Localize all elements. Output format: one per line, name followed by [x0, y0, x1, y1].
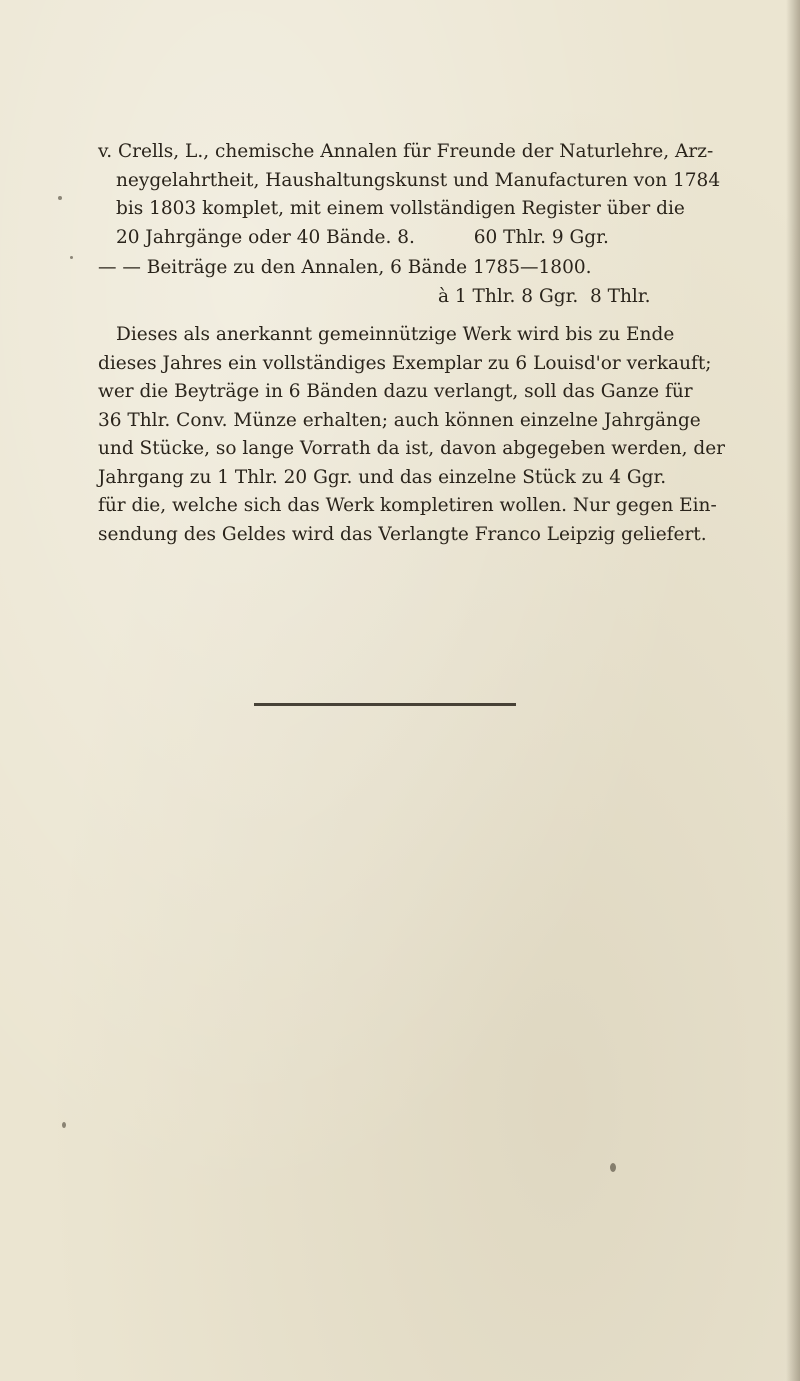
entry-line: 20 Jahrgänge oder 40 Bände. 8. 60 Thlr. 9 Ggr. [116, 226, 609, 248]
entry-line: bis 1803 komplet, mit einem vollständigen Register über die [116, 198, 685, 219]
paragraph-line: und Stücke, so lange Vorrath da ist, davon abgegeben werden, der [98, 438, 726, 459]
catalog-entry-beitraege [98, 254, 766, 311]
entry-line: — — Beiträge zu den Annalen, 6 Bände 1785—1800. [98, 257, 592, 278]
closing-rule [254, 703, 516, 706]
entry-line: neygelahrtheit, Haushaltungskunst und Manufacturen von 1784 [116, 169, 721, 191]
catalog-entry-crell-annalen [98, 138, 766, 252]
ink-speck [62, 1122, 66, 1128]
paragraph-line: Jahrgang zu 1 Thlr. 20 Ggr. und das einzelne Stück zu 4 Ggr. [98, 466, 667, 488]
paragraph-line: sendung des Geldes wird das Verlangte Franco Leipzig geliefert. [98, 523, 707, 545]
entry-line: v. Crells, L., chemische Annalen für Freunde der Naturlehre, Arz- [98, 141, 714, 162]
paragraph-line: 36 Thlr. Conv. Münze erhalten; auch können einzelne Jahrgänge [98, 409, 701, 431]
notice-paragraph [98, 321, 766, 549]
ink-speck [610, 1163, 616, 1172]
paragraph-line: wer die Beyträge in 6 Bänden dazu verlangt, soll das Ganze für [98, 381, 693, 402]
ink-speck [70, 256, 73, 259]
paragraph-line: für die, welche sich das Werk kompletiren wollen. Nur gegen Ein- [98, 495, 717, 516]
paragraph-line: dieses Jahres ein vollständiges Exemplar zu 6 Louisd'or verkauft; [98, 352, 712, 374]
catalog-text [98, 138, 766, 549]
entry-price-line: à 1 Thlr. 8 Ggr. 8 Thlr. [438, 285, 651, 307]
page-gutter-shadow [786, 0, 800, 1381]
paragraph-line: Dieses als anerkannt gemeinnützige Werk wird bis zu Ende [116, 324, 675, 345]
ink-speck [58, 196, 62, 200]
